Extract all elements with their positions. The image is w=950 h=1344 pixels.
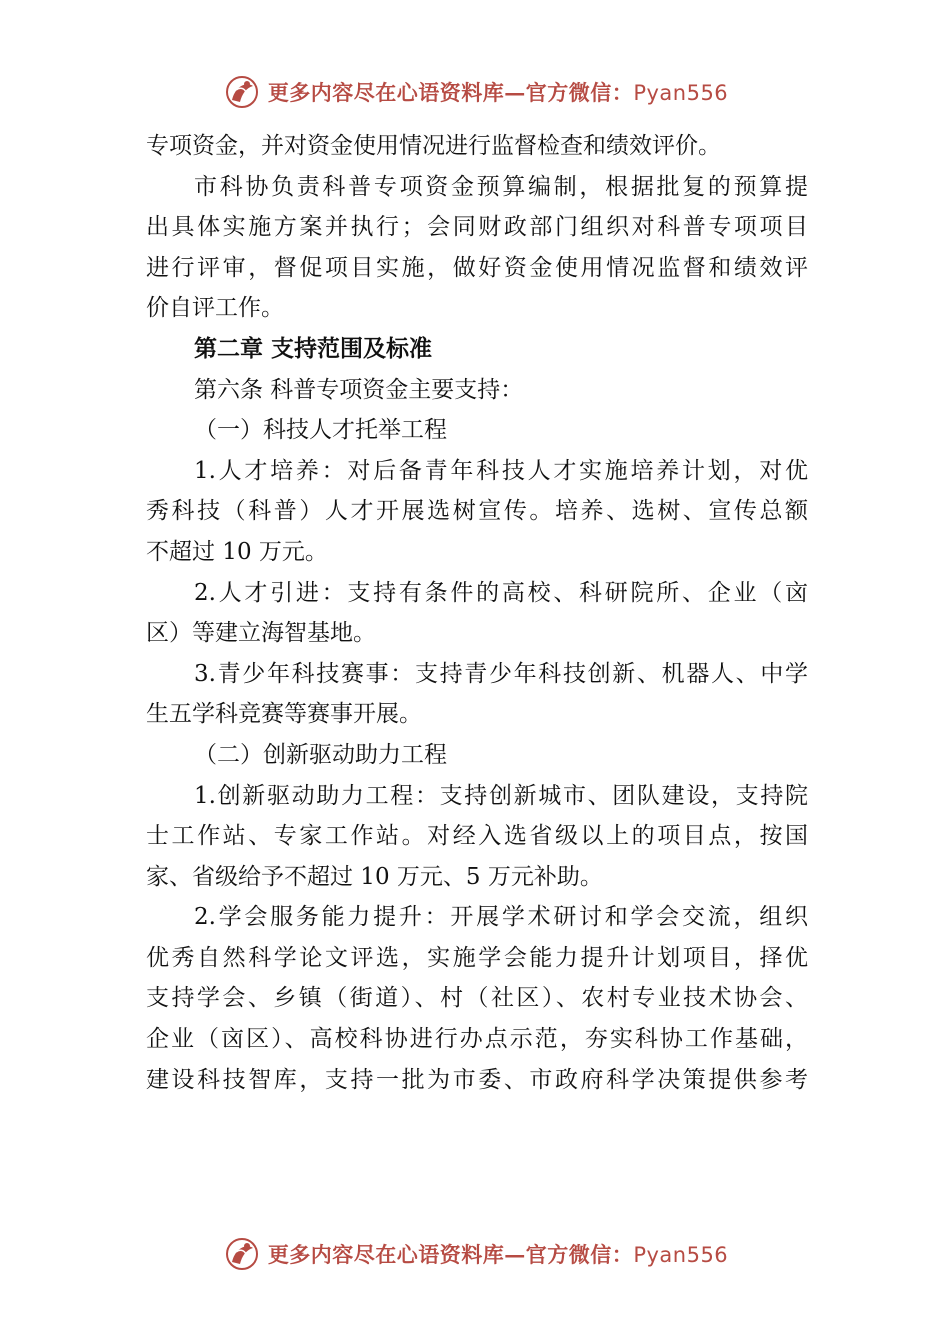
watermark-text: 更多内容尽在心语资料库—官方微信：Pyan556 — [267, 1242, 729, 1267]
watermark-banner-top — [0, 70, 950, 114]
paragraph-line: 士工作站、专家工作站。对经入选省级以上的项目点，按国 — [146, 823, 808, 850]
flower-logo-icon — [222, 1234, 262, 1274]
paragraph-line: 建设科技智库，支持一批为市委、市政府科学决策提供参考 — [146, 1066, 808, 1093]
watermark-banner-bottom — [0, 1232, 950, 1276]
paragraph-line: 出具体实施方案并执行；会同财政部门组织对科普专项项目 — [146, 214, 808, 241]
chapter-heading: 第二章 支持范围及标准 — [194, 335, 433, 362]
paragraph-line: 区）等建立海智基地。 — [146, 620, 376, 647]
paragraph-line: 2.学会服务能力提升：开展学术研讨和学会交流，组织 — [194, 904, 808, 931]
paragraph-line: 生五学科竞赛等赛事开展。 — [146, 701, 422, 728]
paragraph-line: 2.人才引进：支持有条件的高校、科研院所、企业（㐫 — [194, 579, 808, 606]
paragraph-line: 3.青少年科技赛事：支持青少年科技创新、机器人、中学 — [194, 660, 808, 687]
paragraph-line: 专项资金，并对资金使用情况进行监督检查和绩效评价。 — [146, 133, 721, 159]
paragraph-line: 1.创新驱动助力工程：支持创新城市、团队建设，支持院 — [194, 782, 808, 809]
paragraph-line: 秀科技（科普）人才开展选树宣传。培养、选树、宣传总额 — [146, 498, 808, 525]
paragraph-line: 支持学会、乡镇（街道）、村（社区）、农村专业技术协会、 — [146, 985, 808, 1012]
section-heading: （二）创新驱动助力工程 — [194, 741, 447, 768]
paragraph-line: 进行评审，督促项目实施，做好资金使用情况监督和绩效评 — [146, 254, 808, 281]
watermark-text: 更多内容尽在心语资料库—官方微信：Pyan556 — [267, 80, 729, 105]
watermark-wechat-id: Pyan556 — [633, 81, 729, 105]
section-heading: （一）科技人才托举工程 — [194, 417, 447, 444]
paragraph-line: 市科协负责科普专项资金预算编制，根据批复的预算提 — [194, 173, 808, 200]
paragraph-line: 企业（㐫区）、高校科协进行办点示范，夯实科协工作基础， — [146, 1026, 808, 1053]
watermark-wechat-id: Pyan556 — [633, 1243, 729, 1267]
document-body — [146, 126, 808, 1100]
paragraph-line: 优秀自然科学论文评选，实施学会能力提升计划项目，择优 — [146, 944, 808, 971]
paragraph-line: 价自评工作。 — [146, 295, 284, 322]
paragraph-line: 1.人才培养：对后备青年科技人才实施培养计划，对优 — [194, 457, 808, 484]
paragraph-line: 家、省级给予不超过 10 万元、5 万元补助。 — [146, 863, 603, 890]
flower-logo-icon — [222, 72, 262, 112]
paragraph-line: 不超过 10 万元。 — [146, 538, 328, 565]
article-heading: 第六条 科普专项资金主要支持： — [194, 376, 524, 403]
